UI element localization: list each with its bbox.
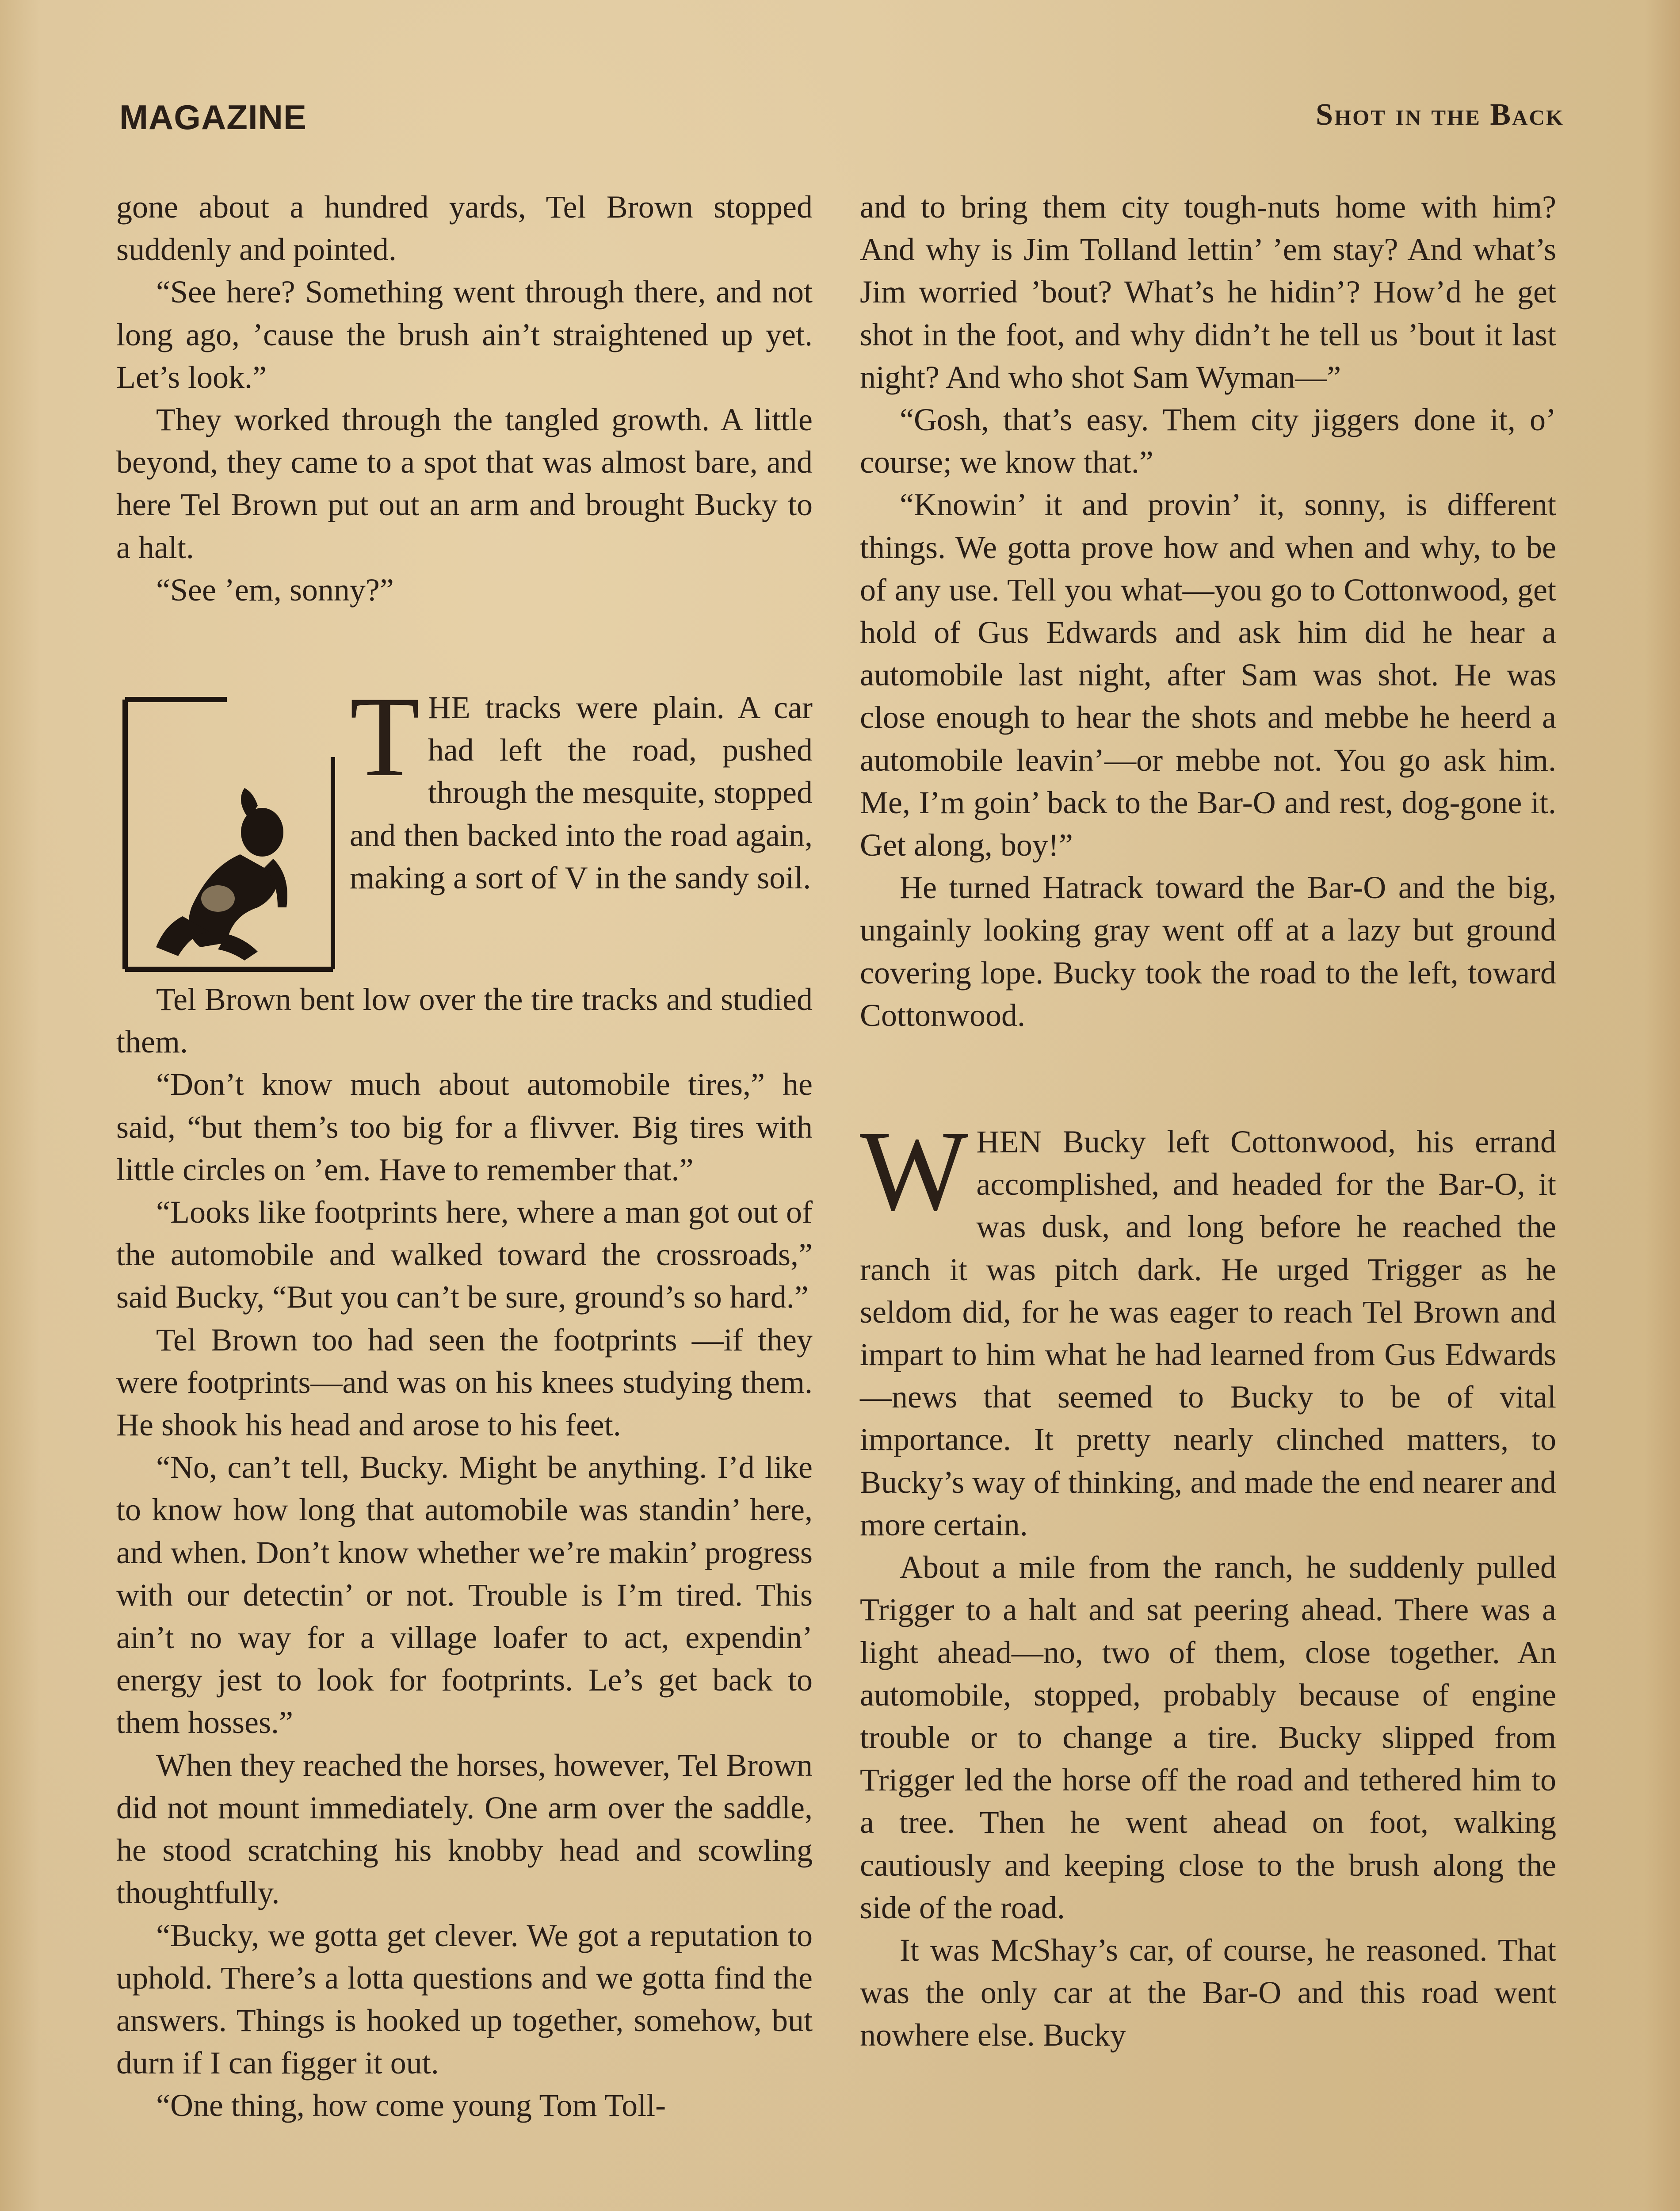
paragraph: and to bring them city tough-nuts home with him? And why is Jim Tolland lettin’ ’em stay? And what’s Jim worried ’bout? What’s he hidin’? How’d he get shot in the foot, and why didn’t he tell us ’bout it last night? And who shot Sam Wyman—” [860, 189, 1556, 395]
paragraph: gone about a hundred yards, Tel Brown stopped suddenly and pointed. [116, 189, 813, 268]
paragraph: “One thing, how come young Tom Toll- [156, 2088, 666, 2123]
paragraph: “Don’t know much about automobile tires,” he said, “but them’s too big for a flivver. Big tires with little circles on ’em. Have to remember that.” [116, 1067, 813, 1187]
paragraph: “Bucky, we gotta get clever. We got a reputation to uphold. There’s a lotta questions and we gotta find the answers. Things is hooked up together, somehow, but durn if I can figger it out. [116, 1917, 813, 2081]
illustrated-section-opening [116, 673, 813, 978]
paragraph: “Gosh, that’s easy. Them city jiggers done it, o’ course; we know that.” [860, 402, 1556, 480]
kneeling-figure-icon [116, 686, 337, 978]
paragraph: “Knowin’ it and provin’ it, sonny, is different things. We gotta prove how and when and why, to be of any use. Tell you what—you go to Cottonwood, get hold of Gus Edwards and ask him did he hear a automobile last night, after Sam was shot. He was close enough to hear the shots and mebbe he heerd a automobile leavin’—or mebbe not. You go ask him. Me, I’m goin’ back to the Bar-O and rest, dog-gone it. Get along, boy!” [860, 487, 1556, 863]
drop-cap-letter: T [350, 673, 420, 801]
paragraph: HEN Bucky left Cottonwood, his errand accomplished, and headed for the Bar-O, it was dusk, and long before he reached the ranch it was pitch dark. He urged Trigger as he seldom did, for he was eager to reach Tel Brown and impart to him what he had learned from Gus Edwards—news that seemed to Bucky to be of vital importance. It pretty nearly clinched matters, to Bucky’s way of thinking, and made the end nearer and more certain. [860, 1124, 1556, 1542]
paragraph: Tel Brown too had seen the footprints —if they were footprints—and was on his knees studying them. He shook his head and arose to his feet. [116, 1322, 813, 1443]
paragraph: “See ’em, sonny?” [156, 572, 394, 608]
paragraph: “No, can’t tell, Bucky. Might be anything. I’d like to know how long that automobile was standin’ here, and when. Don’t know whether we’re makin’ progress with our detectin’ or not. Trouble is I’m tired. This ain’t no way for a village loafer to act, expendin’ energy jest to look for footprints. Le’s get back to them hosses.” [116, 1450, 813, 1740]
paragraph: When they reached the horses, however, Tel Brown did not mount immediately. One arm over the saddle, he stood scratching his knobby head and scowling thoughtfully. [116, 1747, 813, 1911]
paragraph: “See here? Something went through there, and not long ago, ’cause the brush ain’t straightened up yet. Let’s look.” [116, 274, 813, 395]
paragraph: About a mile from the ranch, he suddenly pulled Trigger to a halt and sat peering ahead. There was a light ahead—no, two of them, close together. An automobile, stopped, probably because of engine trouble or to change a tire. Bucky slipped from Trigger led the horse off the road and tethered him to a tree. Then he went ahead on foot, walking cautiously and keeping close to the brush along the side of the road. [860, 1549, 1556, 1925]
paragraph: It was McShay’s car, of course, he reasoned. That was the only car at the Bar-O and this road went nowhere else. Bucky [860, 1932, 1556, 2053]
paragraph: He turned Hatrack toward the Bar-O and the big, ungainly looking gray went off at a lazy but ground covering lope. Bucky took the road to the left, toward Cottonwood. [860, 870, 1556, 1033]
right-column [860, 186, 1556, 2057]
section-opening [860, 1107, 1556, 1546]
paragraph: Tel Brown bent low over the tire tracks and studied them. [116, 982, 813, 1060]
running-head-left: MAGAZINE [119, 98, 307, 137]
paragraph: HE tracks were plain. A car had left the road, pushed through the mesquite, stopped and then backed into the road again, making a sort of V in the sandy soil. [350, 690, 813, 895]
drop-cap-letter: W [860, 1107, 969, 1235]
left-column [116, 186, 813, 2127]
dropcap-paragraph [350, 673, 813, 978]
running-head-right: Shot in the Back [1316, 98, 1564, 132]
paragraph: “Looks like footprints here, where a man got out of the automobile and walked toward the crossroads,” said Bucky, “But you can’t be sure, ground’s so hard.” [116, 1194, 813, 1315]
paragraph: They worked through the tangled growth. A little beyond, they came to a spot that was almost bare, and here Tel Brown put out an arm and brought Bucky to a halt. [116, 402, 813, 565]
